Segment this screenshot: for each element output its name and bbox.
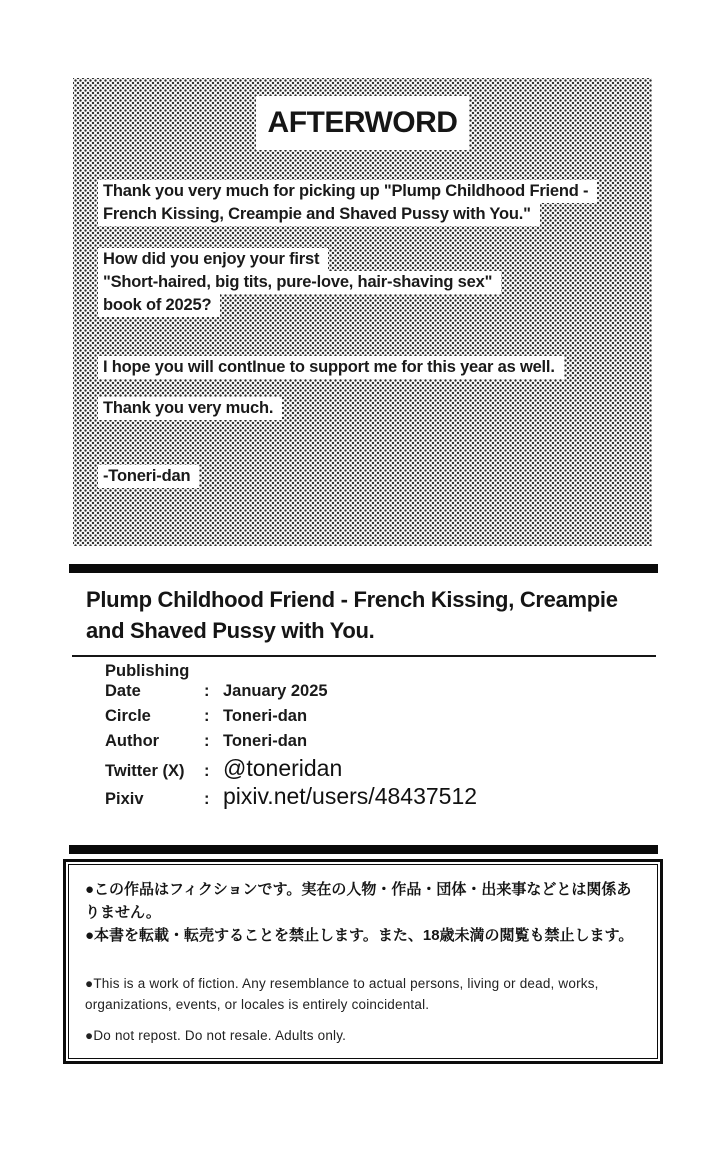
disclaimer-box-inner <box>68 864 658 1059</box>
publishing-date-value: January 2025 <box>223 682 328 700</box>
afterword-paragraph-thanks <box>98 180 652 226</box>
pixiv-label: Pixiv <box>105 790 144 808</box>
disclaimer-box <box>63 859 663 1064</box>
author-signature-text: -Toneri-dan <box>98 465 199 488</box>
book-title <box>86 584 661 646</box>
afterword-text-line: "Short-haired, big tits, pure-love, hair-shaving sex" <box>98 271 501 294</box>
colon-separator: : <box>204 762 210 780</box>
divider-thin <box>72 655 656 657</box>
publishing-row-twitter <box>105 756 575 781</box>
colon-separator: : <box>204 682 210 700</box>
colon-separator: : <box>204 732 210 750</box>
afterword-text-line: Thank you very much for picking up "Plump Childhood Friend - <box>98 180 597 203</box>
afterword-text-line: I hope you will contInue to support me for this year as well. <box>98 356 564 379</box>
afterword-paragraph-thankyou <box>98 397 652 420</box>
afterword-text-line: How did you enjoy your first <box>98 248 328 271</box>
afterword-text-line: French Kissing, Creampie and Shaved Pussy with You." <box>98 203 540 226</box>
disclaimer-en-repost: ●Do not repost. Do not resale. Adults only. <box>85 1028 347 1043</box>
author-value: Toneri-dan <box>223 732 308 750</box>
divider-thick-bottom <box>69 845 658 854</box>
author-label: Author <box>105 732 160 750</box>
afterword-text-line: book of 2025? <box>98 294 220 317</box>
colon-separator: : <box>204 707 210 725</box>
book-title-line2: and Shaved Pussy with You. <box>86 618 375 643</box>
disclaimer-en-fiction-line1: ●This is a work of fiction. Any resemblance to actual persons, living or dead, works, <box>85 976 599 991</box>
publishing-row-date <box>105 661 575 701</box>
twitter-handle: @toneridan <box>223 755 343 781</box>
colon-separator: : <box>204 790 210 808</box>
publishing-credits <box>105 661 575 812</box>
divider-thick-top <box>69 564 658 573</box>
disclaimer-jp-fiction: ●この作品はフィクションです。実在の人物・作品・団体・出来事などとは関係ありません。 <box>85 881 632 921</box>
disclaimer-en-fiction-line2: organizations, events, or locales is entirely coincidental. <box>85 997 430 1012</box>
afterword-text-line: Thank you very much. <box>98 397 282 420</box>
disclaimer-jp-repost: ●本書を転載・転売することを禁止します。また、18歳未満の閲覧も禁止します。 <box>85 927 634 944</box>
publishing-row-pixiv <box>105 784 575 809</box>
afterword-paragraph-support <box>98 356 652 379</box>
pixiv-url: pixiv.net/users/48437512 <box>223 783 478 809</box>
afterword-heading-row <box>98 96 627 150</box>
disclaimer-en-block <box>85 973 643 1046</box>
afterword-paragraph-enjoy <box>98 248 652 317</box>
afterword-panel <box>73 78 652 546</box>
twitter-label: Twitter (X) <box>105 762 185 780</box>
publishing-row-circle <box>105 706 575 726</box>
publishing-date-label: Publishing Date <box>105 662 190 700</box>
circle-label: Circle <box>105 707 151 725</box>
publishing-row-author <box>105 731 575 751</box>
book-title-line1: Plump Childhood Friend - French Kissing, Creampie <box>86 587 618 612</box>
circle-value: Toneri-dan <box>223 707 308 725</box>
afterword-signature <box>98 465 652 488</box>
afterword-heading: AFTERWORD <box>256 96 470 150</box>
